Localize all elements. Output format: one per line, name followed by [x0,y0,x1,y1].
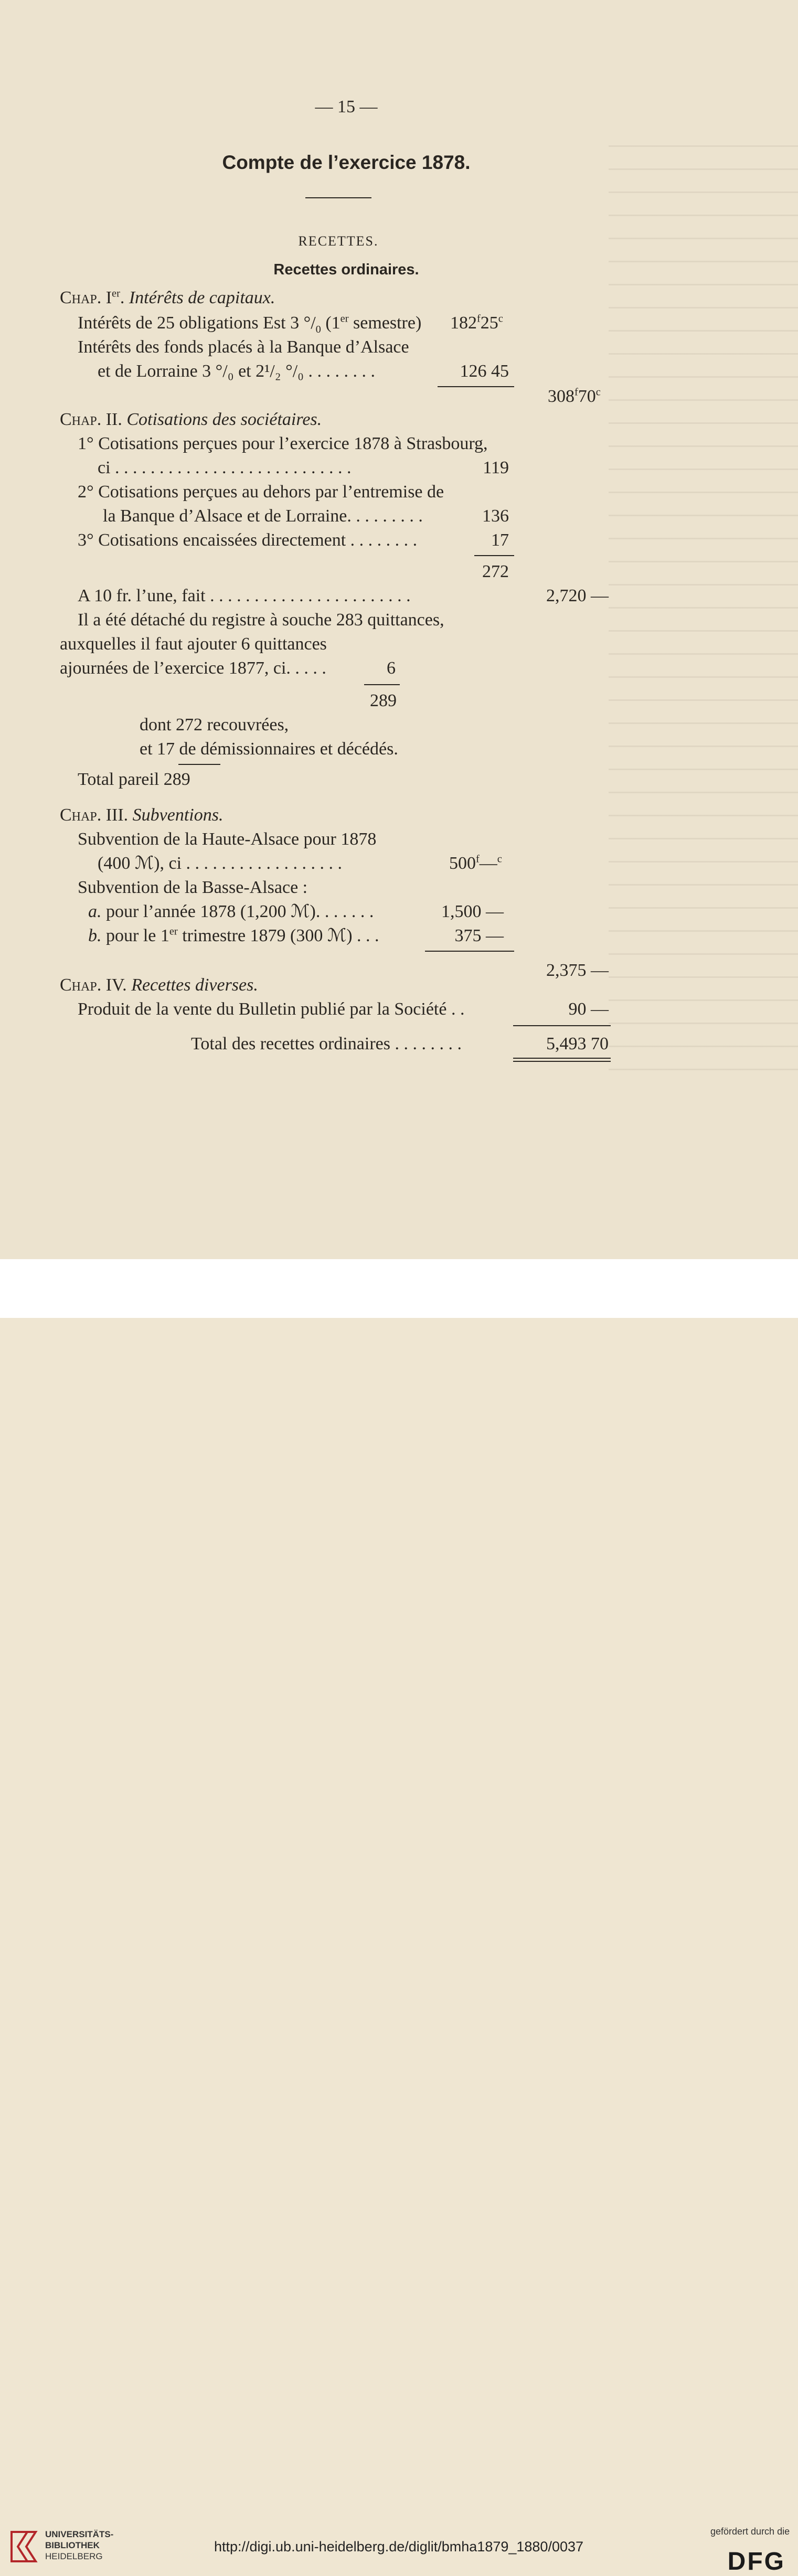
chap2-sum-rule [474,555,514,556]
chap3-line3: Subvention de la Basse-Alsace : [78,878,308,897]
chap2-dont2: et 17 de démissionnaires et décédés. [140,739,398,759]
chap1-line1 [78,313,421,340]
chap2-item3: 3° Cotisations encaissées directement . . . . . . . . [78,530,418,550]
chap4-label: Chap. IV. [60,975,127,995]
chap3-label: Chap. III. [60,805,129,825]
subsection-heading: Recettes ordinaires. [273,261,419,278]
chap2-heading [60,409,322,430]
chap3-line4 [88,901,374,922]
chap1-line1-b: (1 [321,313,341,333]
chap1-heading: Chap. Ier. Intérêts de capitaux. [60,288,275,307]
chap2-rate-amount: 2,720 — [546,586,609,605]
chap4-title: Recettes diverses. [131,975,258,995]
chap3-amt-a: 500 [449,854,476,873]
chap2-item1-b: ci . . . . . . . . . . . . . . . . . . . . . . . . . . . [98,458,352,477]
chap2-item2-amount: 136 [482,506,509,526]
chap3-total: 2,375 — [546,961,609,980]
chap2-item1-a: 1° Cotisations perçues pour l’exercice 1878 à Strasbourg, [78,434,488,453]
chap1-label: Chap. I [60,288,112,307]
chap3-line2-amount [449,853,502,874]
chap3-sum-rule [425,951,514,952]
chap1-sum-rule [438,386,514,387]
library-name-1: UNIVERSITÄTS- [45,2529,114,2539]
chap3-amt-sup2: c [497,853,502,865]
chap2-dont1: dont 272 recouvrées, [140,715,289,735]
library-name-3: HEIDELBERG [45,2551,103,2561]
chap1-amt-a: 182 [450,313,477,333]
page-title: Compte de l’exercice 1878. [222,152,471,173]
chap2-item2-b: la Banque d’Alsace et de Lorraine. . . . . . . . . [103,506,423,526]
library-name-2: BIBLIOTHEK [45,2540,100,2550]
chap4-line1: Produit de la vente du Bulletin publié par la Société . . [78,999,465,1019]
chap3-title: Subventions. [132,805,224,825]
chap1-line1-sup: er [340,313,349,325]
chap1-total-a: 308 [548,387,574,406]
chap1-line1-c: semestre) [348,313,422,333]
digitization-footer [0,1259,798,2575]
dfg-logo: DFG [727,2548,785,2575]
page-number: — 15 — [315,97,378,116]
chap1-line1-a: Intérêts de 25 obligations Est 3 °/ [78,313,316,333]
chap4-sum-rule [513,1025,611,1026]
chap1-amt-sup2: c [498,313,503,325]
chap3-heading [60,805,223,826]
chap3-amt-b: — [479,854,497,873]
section-heading: RECETTES. [298,233,379,249]
chap3-line5-amount: 375 — [454,926,504,945]
chap1-label-sup: er [112,288,120,300]
chap3-amt-sup1: f [476,853,480,865]
chap3-line1: Subvention de la Haute-Alsace pour 1878 [78,829,377,849]
chap1-total-sup2: c [595,386,601,398]
chap2-title: Cotisations des sociétaires. [126,410,322,429]
permalink-url[interactable]: http://digi.ub.uni-heidelberg.de/diglit/bmha1879_1880/0037 [214,2539,584,2554]
chap1-line1-amount [450,313,503,334]
chap1-title: Intérêts de capitaux. [129,288,275,307]
chap2-para-rule [364,684,400,685]
chap3-line5 [88,925,379,946]
chap4-line1-amount: 90 — [568,999,609,1019]
chap1-line1-sub: 0 [315,323,321,335]
chap3-line4-amount: 1,500 — [441,902,504,921]
chap3-line4-text: pour l’année 1878 (1,200 ℳ). . . . . . . [101,902,374,921]
chap1-total-b: 70 [578,387,596,406]
scanned-page [0,0,798,1259]
grand-total-rule-2 [513,1061,611,1062]
title-rule [305,197,371,198]
chap2-para3: ajournées de l’exercice 1877, ci. . . . . [60,658,326,678]
chap3-line4-letter: a. [88,902,102,921]
chap2-rate: A 10 fr. l’une, fait . . . . . . . . . . . . . . . . . . . . . . . [78,586,411,605]
chap1-line2: Intérêts des fonds placés à la Banque d’Alsace [78,337,409,357]
grand-total-amount: 5,493 70 [546,1034,609,1053]
chap2-total-pareil: Total pareil 289 [78,770,190,789]
grand-total-label: Total des recettes ordinaires . . . . . . . . [191,1034,462,1053]
chap1-line3-amount: 126 45 [460,361,509,381]
chap1-line3: et de Lorraine 3 °/₀ et 2¹/₂ °/₀ . . . . . . . . [98,361,375,381]
chap2-para2: auxquelles il faut ajouter 6 quittances [60,634,327,654]
chap2-item3-amount: 17 [491,530,509,550]
chap2-para1: Il a été détaché du registre à souche 283 quittances, [78,610,444,630]
chap3-line5-b: trimestre 1879 (300 ℳ) . . . [177,926,379,945]
chap2-dont-rule [178,764,220,765]
chap3-line2: (400 ℳ), ci . . . . . . . . . . . . . . . . . . [98,854,343,873]
chap2-subtotal: 272 [482,562,509,581]
chap1-total-sup1: f [574,386,578,398]
university-library-logo-icon [7,2528,40,2566]
chap2-item2-a: 2° Cotisations perçues au dehors par l’entremise de [78,482,444,502]
chap2-para3-amount: 6 [387,658,396,678]
chap1-amt-sup1: f [477,313,481,325]
funding-label: gefördert durch die [710,2526,790,2537]
chap2-item1-amount: 119 [483,458,509,477]
chap3-line5-sup: er [169,925,178,938]
chap2-label: Chap. II. [60,410,122,429]
grand-total-rule-1 [513,1058,611,1059]
chap3-line5-a: pour le 1 [101,926,169,945]
chap4-heading [60,975,258,996]
chap1-amt-b: 25 [480,313,498,333]
chap3-line5-letter: b. [88,926,102,945]
chap2-para-total: 289 [370,691,397,710]
bleed-through-texture [609,126,798,1070]
chap1-total [548,386,601,407]
